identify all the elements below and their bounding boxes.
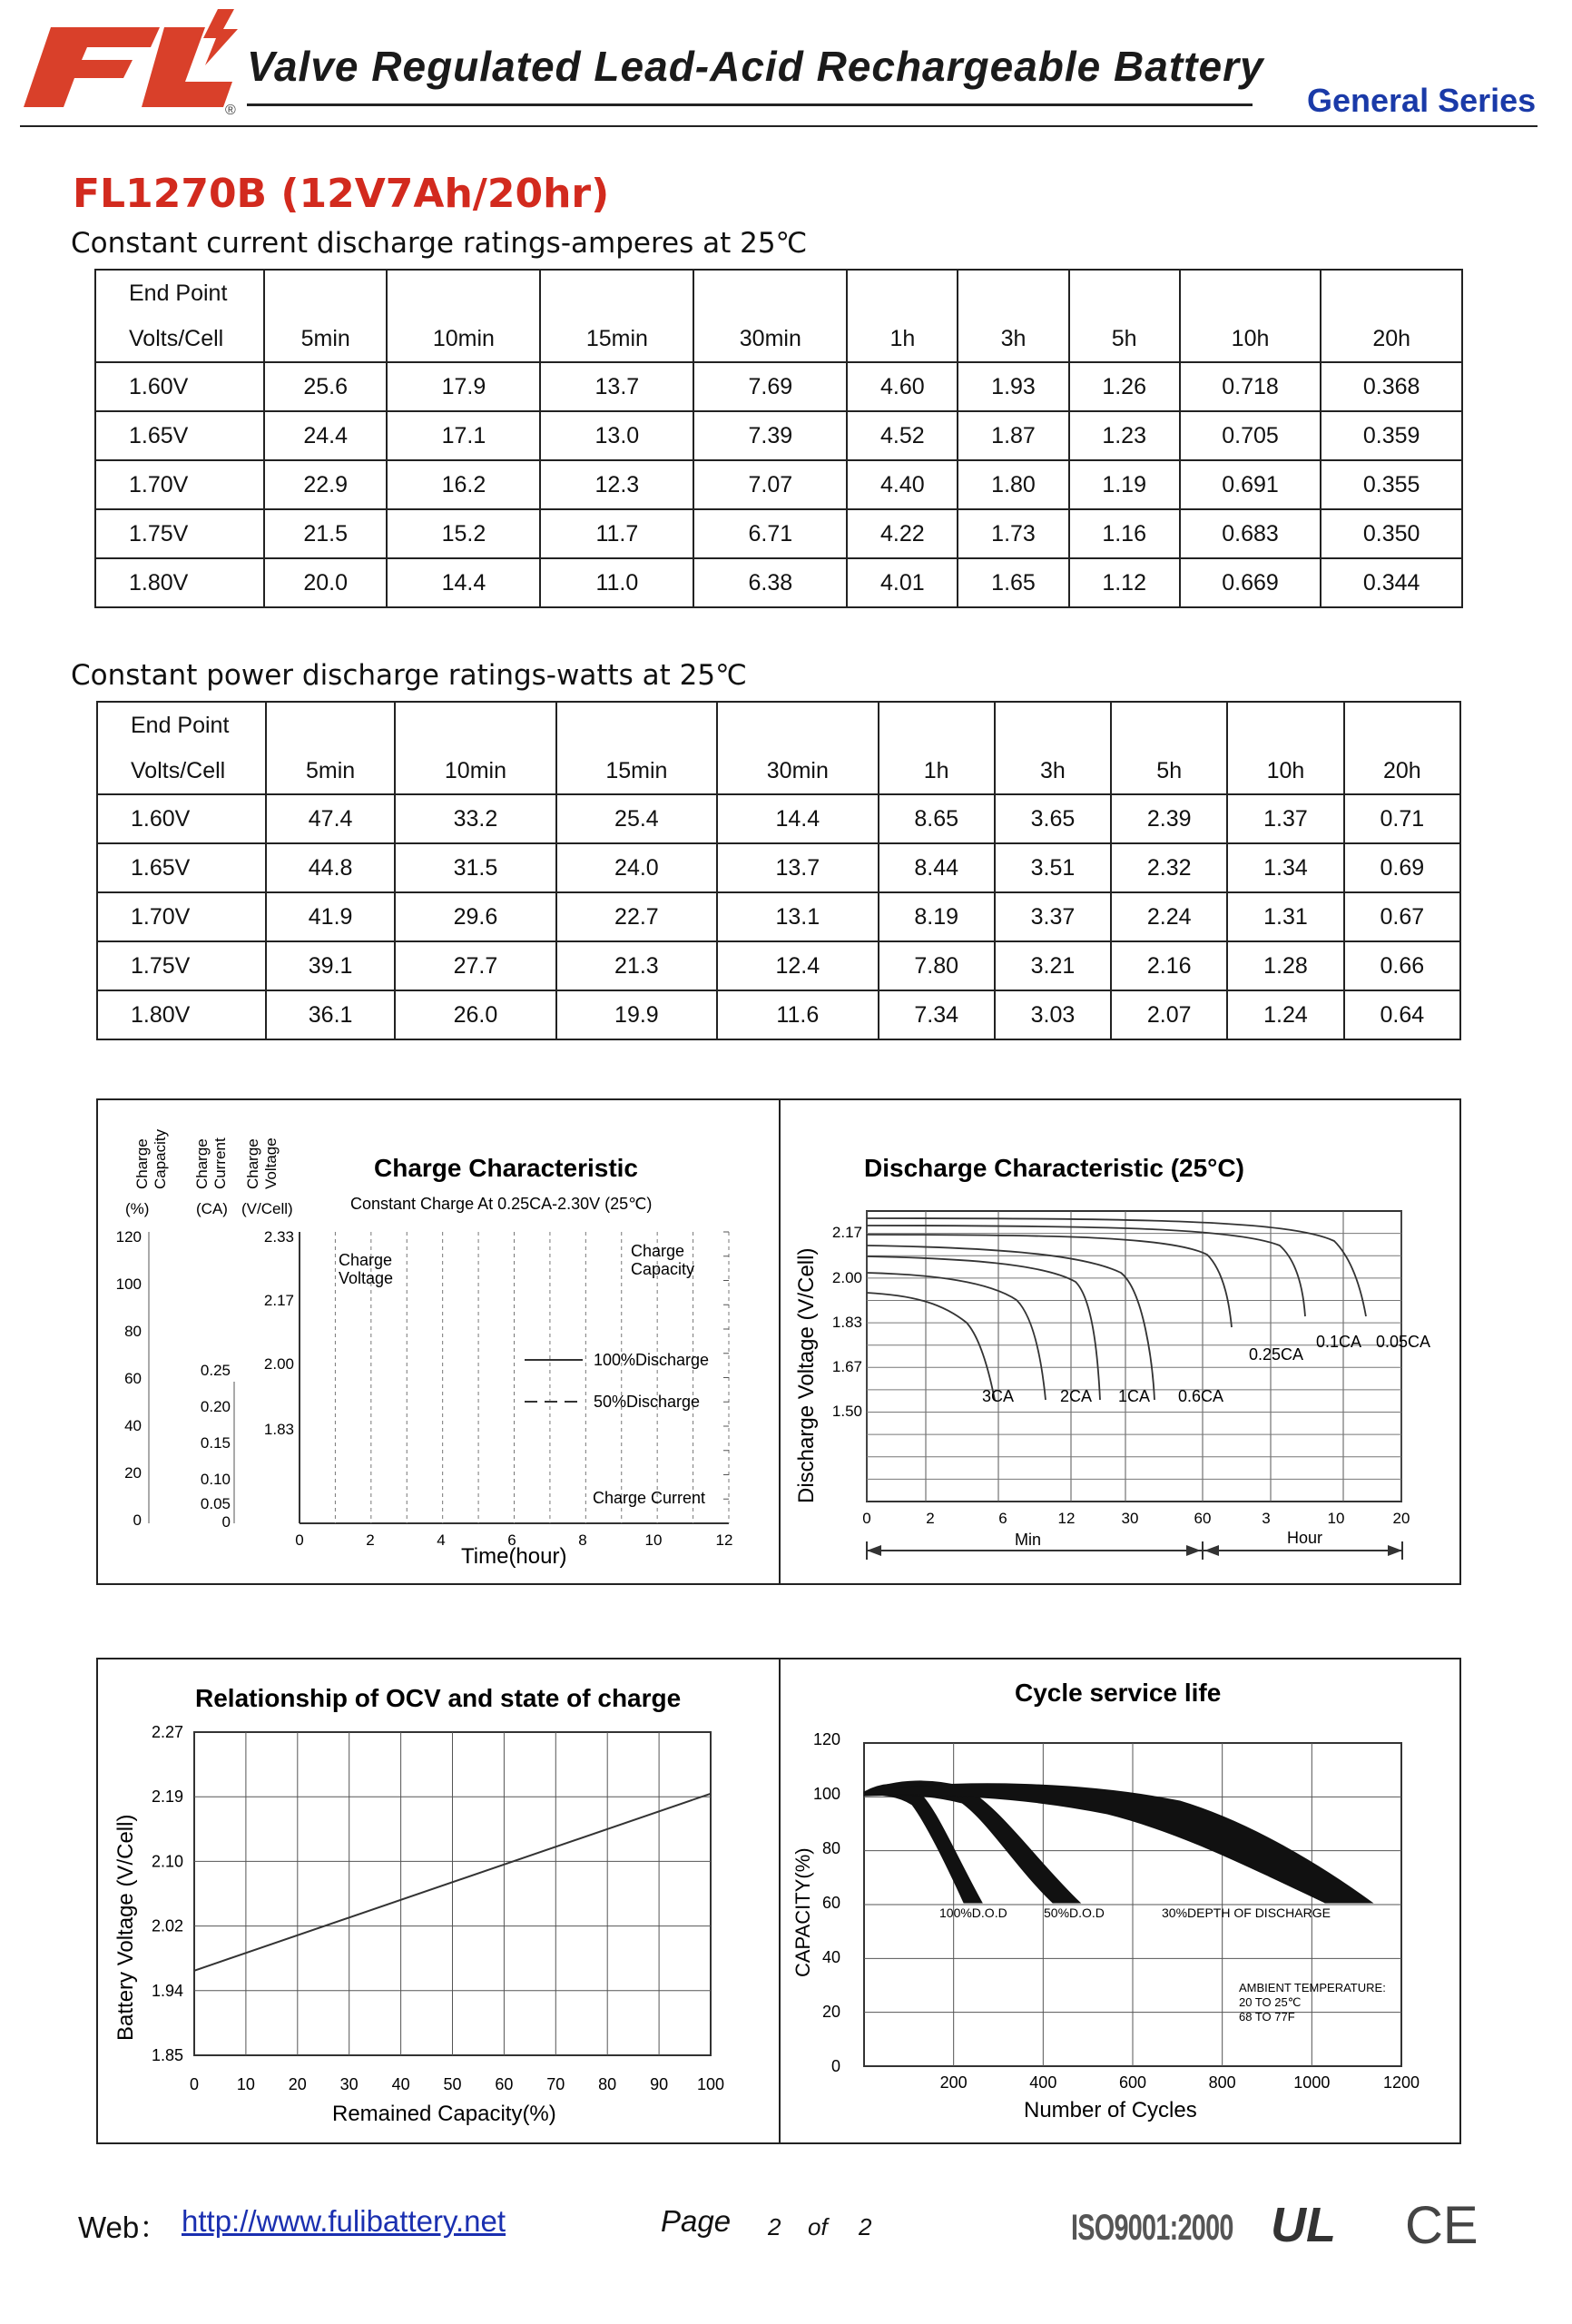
column-header: 15min <box>556 749 717 794</box>
row-label: 1.65V <box>95 411 264 460</box>
header-charge-voltage: ChargeVoltage <box>244 1137 280 1189</box>
table-cell: 2.16 <box>1111 941 1227 990</box>
tick-label: 100 <box>696 2075 725 2093</box>
table-cell: 21.3 <box>556 941 717 990</box>
y-axis-label: Discharge Voltage (V/Cell) <box>794 1247 819 1503</box>
unit-min: Min <box>1015 1531 1042 1549</box>
table-cell: 0.683 <box>1180 509 1321 558</box>
table-cell: 0.66 <box>1344 941 1460 990</box>
tick-label: 20 <box>288 2075 307 2093</box>
table-cell: 1.12 <box>1069 558 1180 607</box>
tick-label: 0.15 <box>200 1434 231 1452</box>
plot-frame <box>867 1211 1401 1502</box>
table-cell: 29.6 <box>395 892 555 941</box>
row-label: 1.80V <box>95 558 264 607</box>
page-label: Page <box>661 2204 732 2238</box>
table-cell: 4.22 <box>847 509 958 558</box>
table-cell: 0.691 <box>1180 460 1321 509</box>
web-label: Web： <box>78 2211 170 2244</box>
table-cell: 14.4 <box>387 558 540 607</box>
page-total: 2 <box>859 2213 872 2240</box>
table-cell: 0.669 <box>1180 558 1321 607</box>
table-cell: 0.67 <box>1344 892 1460 941</box>
header-charge-capacity: ChargeCapacity <box>133 1128 169 1189</box>
table-cell: 8.19 <box>879 892 995 941</box>
label-005ca: 0.05CA <box>1376 1333 1431 1351</box>
table-cell: 2.07 <box>1111 990 1227 1039</box>
table-cell: 15.2 <box>387 509 540 558</box>
curve-2ca <box>867 1273 1046 1400</box>
column-header: 3h <box>958 317 1068 362</box>
table-cell: 1.16 <box>1069 509 1180 558</box>
row-label: 1.60V <box>97 794 266 843</box>
row-label: 1.70V <box>95 460 264 509</box>
column-header: 1h <box>847 317 958 362</box>
tick-label: 2.10 <box>151 1852 183 1871</box>
tick-label: 6 <box>507 1531 516 1549</box>
table-cell: 11.0 <box>540 558 693 607</box>
x-axis-label: Remained Capacity(%) <box>332 2102 556 2126</box>
table-cell: 22.9 <box>264 460 387 509</box>
column-header: 3h <box>995 749 1111 794</box>
tick-label: 2.02 <box>151 1916 183 1935</box>
column-header: 20h <box>1321 317 1462 362</box>
table-cell: 19.9 <box>556 990 717 1039</box>
table-row <box>95 558 1462 607</box>
ambient-note <box>1239 1981 1386 2024</box>
chart-title: Relationship of OCV and state of charge <box>195 1684 682 1712</box>
table-cell: 22.7 <box>556 892 717 941</box>
tick-label: 0 <box>221 1513 231 1531</box>
tick-label: 60 <box>821 1894 840 1912</box>
table-cell: 1.28 <box>1227 941 1343 990</box>
x-axis-label: Number of Cycles <box>1024 2098 1197 2122</box>
tick-label: 90 <box>650 2075 669 2093</box>
header-end-point: End Point <box>97 702 266 749</box>
label-025ca: 0.25CA <box>1249 1345 1304 1364</box>
tick-label: 12 <box>1057 1510 1076 1527</box>
chart-legend <box>525 1351 709 1411</box>
tick-label: 120 <box>812 1730 840 1748</box>
table-cell: 0.350 <box>1321 509 1462 558</box>
table-cell: 24.4 <box>264 411 387 460</box>
ce-logo: CE <box>1405 2196 1479 2255</box>
table-cell: 0.355 <box>1321 460 1462 509</box>
tick-label: 0 <box>830 2057 840 2075</box>
tick-label: 1.50 <box>831 1403 862 1420</box>
table-cell: 17.1 <box>387 411 540 460</box>
note-line-1: AMBIENT TEMPERATURE: <box>1239 1981 1386 1994</box>
tick-label: 0.20 <box>200 1398 231 1415</box>
table-cell: 4.52 <box>847 411 958 460</box>
tick-label: 1.83 <box>263 1421 294 1438</box>
label-charge-voltage: Charge Voltage <box>339 1251 394 1287</box>
column-header: 10h <box>1227 749 1343 794</box>
table-cell: 4.60 <box>847 362 958 411</box>
table-cell: 7.34 <box>879 990 995 1039</box>
tick-label: 40 <box>821 1948 840 1966</box>
note-line-3: 68 TO 77F <box>1239 2010 1295 2024</box>
table-cell: 11.6 <box>717 990 878 1039</box>
note-line-2: 20 TO 25℃ <box>1239 1995 1302 2009</box>
label-01ca: 0.1CA <box>1316 1333 1362 1351</box>
website-link[interactable]: http://www.fulibattery.net <box>182 2204 506 2238</box>
tick-label: 80 <box>821 1839 840 1857</box>
tick-label: 80 <box>598 2075 617 2093</box>
table-row <box>97 794 1460 843</box>
table-cell: 16.2 <box>387 460 540 509</box>
tick-label: 3 <box>1262 1510 1271 1527</box>
tick-label: 20 <box>1392 1510 1410 1527</box>
fuli-logo <box>24 9 241 116</box>
x-axis-label: Time(hour) <box>461 1544 567 1569</box>
tick-label: 1.94 <box>151 1981 183 2000</box>
axis-headers <box>125 1128 293 1217</box>
ul-logo: UL <box>1271 2198 1336 2252</box>
tick-label: 0 <box>133 1512 142 1529</box>
tick-label: 2.00 <box>831 1269 862 1286</box>
table-cell: 7.39 <box>693 411 847 460</box>
table-cell: 3.65 <box>995 794 1111 843</box>
tick-label: 1.67 <box>831 1358 862 1375</box>
table-cell: 7.80 <box>879 941 995 990</box>
table-cell: 41.9 <box>266 892 395 941</box>
table-cell: 1.24 <box>1227 990 1343 1039</box>
table-cell: 1.19 <box>1069 460 1180 509</box>
tick-label: 0.10 <box>200 1471 231 1488</box>
table-cell: 0.718 <box>1180 362 1321 411</box>
table-cell: 20.0 <box>264 558 387 607</box>
tick-label: 20 <box>821 2003 840 2021</box>
table-cell: 17.9 <box>387 362 540 411</box>
table-cell: 0.705 <box>1180 411 1321 460</box>
table-cell: 3.51 <box>995 843 1111 892</box>
tick-label: 1.85 <box>151 2046 183 2064</box>
tick-label: 2 <box>926 1510 935 1527</box>
label-100-dod: 100%D.O.D <box>939 1905 1007 1920</box>
ocv-soc-chart <box>98 1659 777 2142</box>
table-cell: 12.4 <box>717 941 878 990</box>
tick-label: 0 <box>862 1510 871 1527</box>
table-cell: 7.69 <box>693 362 847 411</box>
table-row <box>95 362 1462 411</box>
table-cell: 1.87 <box>958 411 1068 460</box>
tick-label: 40 <box>124 1417 142 1434</box>
tick-label: 1000 <box>1293 2073 1331 2092</box>
iso-logo: ISO9001:2000 <box>1071 2208 1233 2248</box>
row-label: 1.75V <box>95 509 264 558</box>
table-row <box>97 941 1460 990</box>
unit-percent: (%) <box>125 1200 150 1217</box>
table-cell: 2.39 <box>1111 794 1227 843</box>
tick-label: 4 <box>437 1531 446 1549</box>
table-cell: 7.07 <box>693 460 847 509</box>
tick-label: 0 <box>295 1531 304 1549</box>
chart-title: Cycle service life <box>1015 1679 1222 1707</box>
header-volts-cell: Volts/Cell <box>95 317 264 362</box>
table-cell: 11.7 <box>540 509 693 558</box>
tick-label: 2.33 <box>263 1228 294 1246</box>
legend-100-discharge: 100%Discharge <box>594 1351 710 1369</box>
label-30-dod: 30%DEPTH OF DISCHARGE <box>1162 1905 1331 1920</box>
table-row <box>95 460 1462 509</box>
column-header: 10h <box>1180 317 1321 362</box>
table-row <box>97 892 1460 941</box>
label-1ca: 1CA <box>1118 1387 1151 1405</box>
tick-label: 0.25 <box>200 1362 231 1379</box>
table-cell: 44.8 <box>266 843 395 892</box>
tick-label: 600 <box>1118 2073 1147 2092</box>
column-header: 30min <box>693 317 847 362</box>
current-table-caption: Constant current discharge ratings-amperes at 25℃ <box>71 227 808 260</box>
discharge-characteristic-chart <box>781 1100 1459 1583</box>
column-header: 30min <box>717 749 878 794</box>
power-discharge-table <box>96 701 1461 1040</box>
curve-labels <box>982 1333 1430 1405</box>
y-axis-label: CAPACITY(%) <box>791 1847 814 1977</box>
tick-label: 80 <box>124 1323 142 1340</box>
table-cell: 1.65 <box>958 558 1068 607</box>
table-cell: 8.65 <box>879 794 995 843</box>
table-cell: 31.5 <box>395 843 555 892</box>
table-cell: 1.93 <box>958 362 1068 411</box>
tick-label: 60 <box>124 1370 142 1387</box>
tick-label: 2.27 <box>151 1723 183 1741</box>
of-label: of <box>808 2213 828 2240</box>
table-cell: 27.7 <box>395 941 555 990</box>
tick-label: 70 <box>546 2075 565 2093</box>
current-discharge-table <box>94 269 1463 608</box>
table-cell: 47.4 <box>266 794 395 843</box>
table-row <box>97 843 1460 892</box>
column-header: 10min <box>387 317 540 362</box>
tick-label: 100 <box>812 1785 840 1803</box>
table-row <box>95 509 1462 558</box>
tick-label: 10 <box>1327 1510 1345 1527</box>
tick-label: 100 <box>115 1275 142 1293</box>
table-cell: 3.03 <box>995 990 1111 1039</box>
tick-label: 10 <box>236 2075 255 2093</box>
table-cell: 12.3 <box>540 460 693 509</box>
column-header: 5h <box>1111 749 1227 794</box>
tick-label: 60 <box>1194 1510 1212 1527</box>
title-underline <box>247 103 1253 106</box>
tick-label: 10 <box>644 1531 663 1549</box>
tick-label: 120 <box>115 1228 142 1246</box>
column-header: 5min <box>264 317 387 362</box>
power-table-caption: Constant power discharge ratings-watts at 25℃ <box>71 659 747 692</box>
tick-label: 40 <box>391 2075 410 2093</box>
table-cell: 2.24 <box>1111 892 1227 941</box>
label-50-dod: 50%D.O.D <box>1044 1905 1105 1920</box>
tick-label: 12 <box>715 1531 733 1549</box>
tick-label: 1200 <box>1382 2073 1420 2092</box>
table-row <box>95 411 1462 460</box>
table-cell: 2.32 <box>1111 843 1227 892</box>
table-cell: 33.2 <box>395 794 555 843</box>
table-row <box>97 990 1460 1039</box>
row-label: 1.60V <box>95 362 264 411</box>
table-cell: 3.37 <box>995 892 1111 941</box>
chart-title: Discharge Characteristic (25°C) <box>864 1154 1244 1182</box>
table-cell: 1.80 <box>958 460 1068 509</box>
tick-label: 6 <box>998 1510 1007 1527</box>
curve-025ca <box>867 1235 1232 1327</box>
row-label: 1.70V <box>97 892 266 941</box>
charge-characteristic-chart <box>98 1100 777 1583</box>
tick-label: 400 <box>1029 2073 1057 2092</box>
unit-ca: (CA) <box>196 1200 228 1217</box>
label-charge-current: Charge Current <box>593 1489 706 1507</box>
y-axis-label: Battery Voltage (V/Cell) <box>113 1814 138 2041</box>
row-label: 1.80V <box>97 990 266 1039</box>
unit-hour: Hour <box>1287 1529 1323 1547</box>
table-cell: 1.26 <box>1069 362 1180 411</box>
row-label: 1.65V <box>97 843 266 892</box>
table-cell: 14.4 <box>717 794 878 843</box>
cycle-bands <box>864 1781 1372 1903</box>
chart-ticks <box>832 1224 1410 1527</box>
series-label: General Series <box>1307 82 1537 119</box>
unit-v-cell: (V/Cell) <box>241 1200 293 1217</box>
table-cell: 0.71 <box>1344 794 1460 843</box>
tick-label: 2.17 <box>263 1292 294 1309</box>
table-cell: 0.69 <box>1344 843 1460 892</box>
header-end-point: End Point <box>95 270 264 317</box>
header-rule <box>20 125 1538 127</box>
tick-label: 0.05 <box>200 1495 231 1512</box>
label-2ca: 2CA <box>1060 1387 1093 1405</box>
table-cell: 1.37 <box>1227 794 1343 843</box>
table-cell: 1.34 <box>1227 843 1343 892</box>
table-cell: 0.368 <box>1321 362 1462 411</box>
tick-label: 200 <box>939 2073 968 2092</box>
chart-subtitle: Constant Charge At 0.25CA-2.30V (25℃) <box>350 1195 653 1213</box>
table-cell: 4.40 <box>847 460 958 509</box>
chart-grid <box>194 1732 711 2055</box>
page-number: 2 <box>768 2213 781 2240</box>
tick-label: 30 <box>1121 1510 1139 1527</box>
model-title: FL1270B (12V7Ah/20hr) <box>73 171 610 217</box>
table-cell: 1.31 <box>1227 892 1343 941</box>
chart-curves <box>867 1218 1366 1400</box>
document-title: Valve Regulated Lead-Acid Rechargeable Battery <box>247 43 1264 90</box>
tick-label: 50 <box>443 2075 462 2093</box>
band-labels <box>939 1905 1331 1920</box>
chart-ticks <box>152 1723 724 2093</box>
table-cell: 21.5 <box>264 509 387 558</box>
chart-grid <box>867 1211 1401 1502</box>
table-cell: 1.73 <box>958 509 1068 558</box>
table-cell: 39.1 <box>266 941 395 990</box>
table-cell: 0.64 <box>1344 990 1460 1039</box>
table-cell: 25.4 <box>556 794 717 843</box>
table-cell: 13.0 <box>540 411 693 460</box>
header-volts-cell: Volts/Cell <box>97 749 266 794</box>
column-header: 5h <box>1069 317 1180 362</box>
header-charge-current: ChargeCurrent <box>193 1137 229 1189</box>
chart-title: Charge Characteristic <box>374 1154 639 1182</box>
table-cell: 26.0 <box>395 990 555 1039</box>
tick-label: 2.19 <box>151 1787 183 1807</box>
table-cell: 36.1 <box>266 990 395 1039</box>
table-cell: 24.0 <box>556 843 717 892</box>
column-header: 1h <box>879 749 995 794</box>
row-label: 1.75V <box>97 941 266 990</box>
tick-label: 2 <box>366 1531 375 1549</box>
column-header: 5min <box>266 749 395 794</box>
tick-label: 8 <box>578 1531 587 1549</box>
tick-label: 1.83 <box>831 1314 862 1331</box>
tick-label: 2.17 <box>831 1224 862 1241</box>
tick-label: 20 <box>124 1464 142 1482</box>
table-cell: 25.6 <box>264 362 387 411</box>
tick-label: 60 <box>495 2075 514 2093</box>
table-cell: 8.44 <box>879 843 995 892</box>
table-cell: 13.7 <box>540 362 693 411</box>
column-header: 20h <box>1344 749 1460 794</box>
tick-label: 0 <box>189 2075 200 2093</box>
legend-50-discharge: 50%Discharge <box>594 1393 701 1411</box>
svg-text:®: ® <box>225 103 236 116</box>
table-cell: 0.359 <box>1321 411 1462 460</box>
label-3ca: 3CA <box>982 1387 1015 1405</box>
table-cell: 13.7 <box>717 843 878 892</box>
curve-3ca <box>867 1293 995 1400</box>
label-charge-capacity: Charge Capacity <box>631 1242 695 1278</box>
table-cell: 3.21 <box>995 941 1111 990</box>
label-06ca: 0.6CA <box>1178 1387 1224 1405</box>
table-cell: 1.23 <box>1069 411 1180 460</box>
table-cell: 6.38 <box>693 558 847 607</box>
table-cell: 13.1 <box>717 892 878 941</box>
tick-label: 2.00 <box>263 1355 294 1373</box>
column-header: 15min <box>540 317 693 362</box>
table-cell: 0.344 <box>1321 558 1462 607</box>
cycle-life-chart <box>781 1659 1459 2142</box>
tick-label: 30 <box>339 2075 359 2093</box>
table-cell: 4.01 <box>847 558 958 607</box>
column-header: 10min <box>395 749 555 794</box>
tick-label: 800 <box>1208 2073 1236 2092</box>
table-cell: 6.71 <box>693 509 847 558</box>
